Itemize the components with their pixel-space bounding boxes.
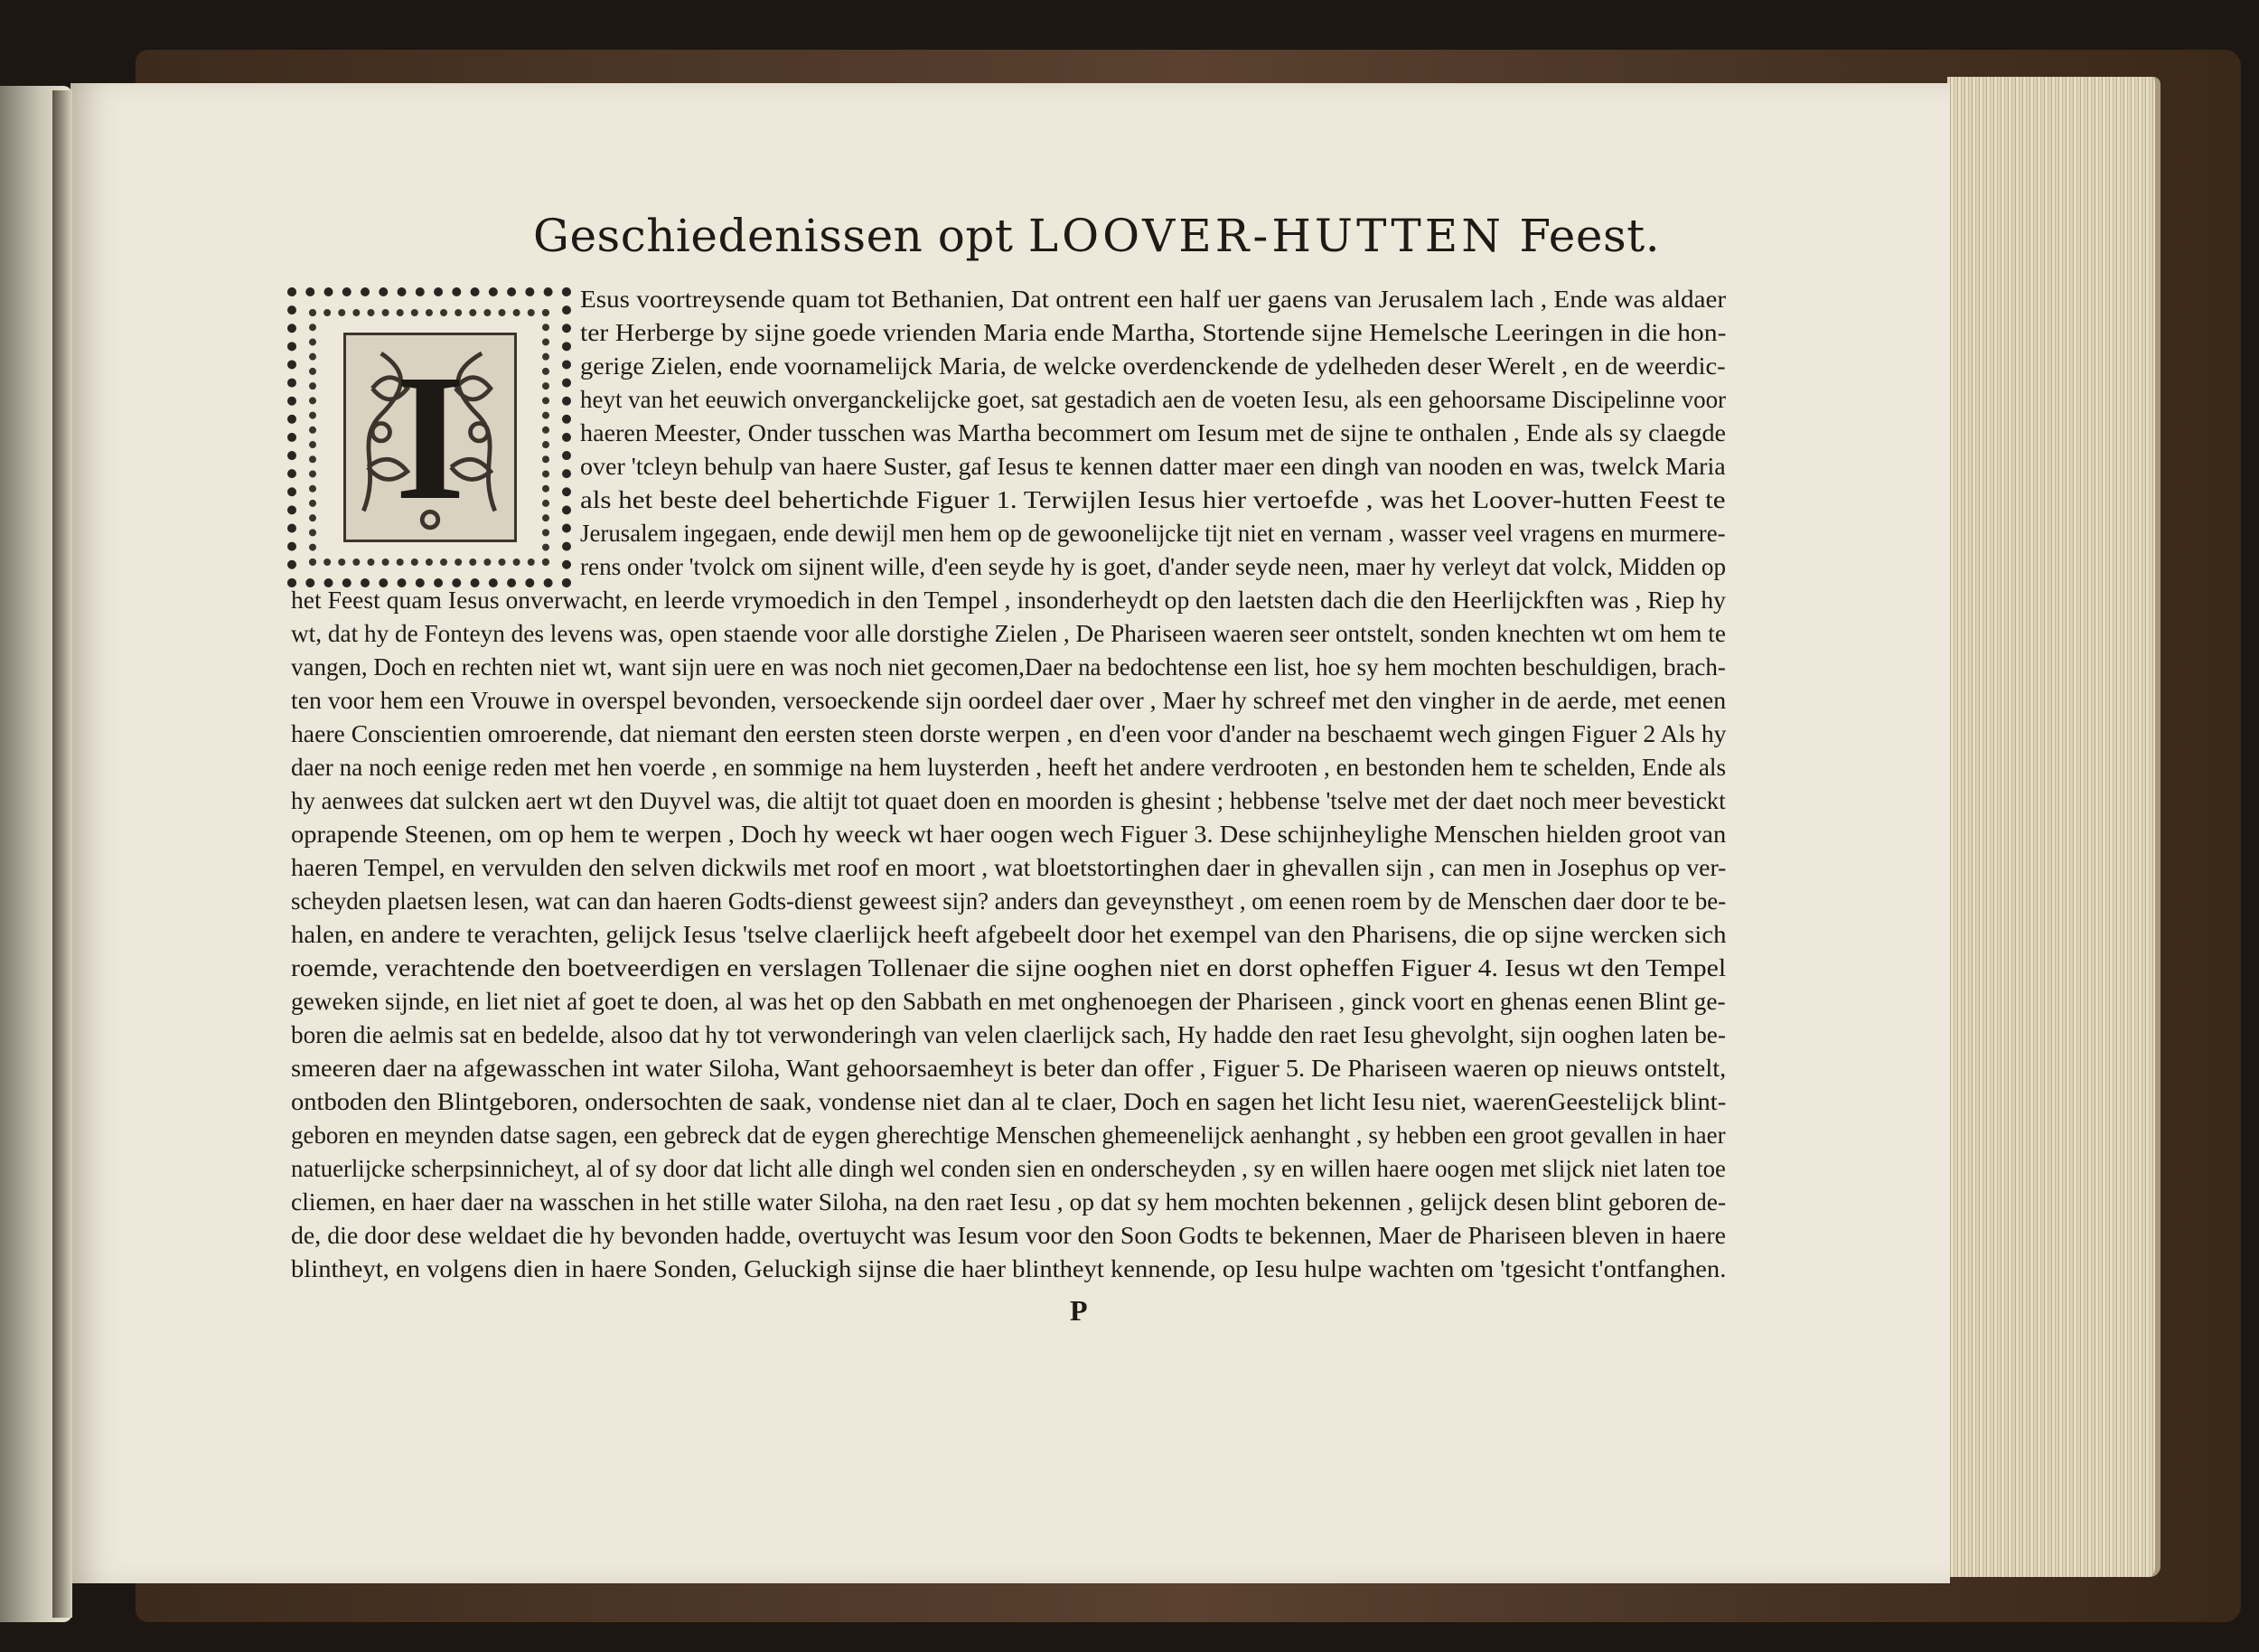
text-line-12: vangen, Doch en rechten niet wt, want sijn uere en was noch niet gecomen,Daer na bedochtense een list, hoe sy hem mochten beschuldigen, brach- — [291, 652, 1726, 681]
text-line-5: haeren Meester, Onder tusschen was Martha becommert om Iesum met de sijne te onthalen , Ende als sy claegde — [580, 418, 1727, 446]
text-line-13: ten voor hem een Vrouwe in overspel bevonden, versoeckende sijn oordeel daer over , Maer hy schreef met den vingher in de aerde, met eenen — [291, 686, 1727, 714]
text-line-24: smeeren daer na afgewasschen int water Siloha, Want gehoorsaemheyt is beter dan offer , Figuer 5. De Phariseen waeren op nieuws ontstelt, — [291, 1054, 1727, 1082]
text-line-21: roemde, verachtende den boetveerdigen en verslagen Tollenaer die sijne ooghen niet en dorst opheffen Figuer 4. Iesus wt den Tempel — [291, 953, 1727, 981]
page-heading — [533, 210, 1661, 262]
decorated-initial — [287, 287, 571, 587]
heading-part-1: Geschiedenissen opt — [533, 210, 1028, 262]
signature-mark: P — [1070, 1294, 1088, 1327]
heading-part-3: Feest. — [1504, 210, 1661, 262]
text-line-16: hy aenwees dat sulcken aert wt den Duyvel was, die altijt tot quaet doen en moorden is ghesint ; hebbense 'tselve met der daet noch meer bevestickt — [291, 786, 1726, 814]
text-line-18: haeren Tempel, en vervulden den selven dickwils met roof en moort , wat bloetstortinghen daer in ghevallen sijn , can men in Josephus op ver- — [291, 853, 1727, 881]
text-line-19: scheyden plaetsen lesen, wat can dan haeren Godts-dienst geweest sijn? anders dan geveynstheyt , om eenen roem by de Menschen daer door te be- — [291, 887, 1727, 915]
text-line-15: daer na noch eenige reden met hen voerde , en sommige na hem luysterden , heeft het andere verdrooten , en bestonden hem te schelden, Ende als — [291, 753, 1727, 781]
text-line-14: haere Conscientien omroerende, dat niemant den eersten steen dorste werpen , en d'een voor d'ander na beschaemt wech gingen Figuer 2 Als hy — [291, 719, 1727, 747]
text-line-22: geweken sijnde, en liet niet af goet te doen, al was het op den Sabbath en met onghenoegen der Phariseen , ginck voort en ghenas eenen Blint ge- — [291, 987, 1726, 1015]
text-line-9: rens onder 'tvolck om sijnent wille, d'een seyde hy is goet, d'ander seyde neen, maer hy verleyt dat volck, Midden op — [580, 552, 1727, 580]
text-line-27: natuerlijcke scherpsinnicheyt, al of sy door dat licht alle dingh wel conden sien en onderscheyden , sy en willen haere oogen met slijck niet laten toe — [291, 1154, 1726, 1182]
text-line-11: wt, dat hy de Fonteyn des levens was, open staende voor alle dorstighe Zielen , De Phariseen waeren seer ontstelt, sonden knechten wt om hem te — [291, 619, 1726, 647]
text-line-23: boren die aelmis sat en bedelde, alsoo dat hy tot verwonderingh van velen claerlijck sach, Hy hadde den raet Iesu ghevolght, sijn ooghen laten be- — [291, 1020, 1726, 1048]
initial-panel — [343, 333, 517, 542]
initial-letter: I — [395, 338, 465, 538]
text-line-30: blintheyt, en volgens dien in haere Sonden, Geluckigh sijnse die haer blintheyt kennende, op Iesu hulpe wachten om 'tgesicht t'ontfanghen. — [291, 1254, 1727, 1282]
text-line-4: heyt van het eeuwich onverganckelijcke goet, sat gestadich aen de voeten Iesu, als een gehoorsame Discipelinne voor — [580, 385, 1727, 413]
text-line-1: Esus voortreysende quam tot Bethanien, Dat ontrent een half uer gaens van Jerusalem lach , Ende was aldaer — [580, 285, 1727, 313]
text-line-3: gerige Zielen, ende voornamelijck Maria, de welcke overdenckende de ydelheden deser Werelt , en de weerdic- — [580, 352, 1726, 380]
text-line-29: de, die door dese weldaet die hy bevonden hadde, overtuycht was Iesum voor den Soon Godts te bekennen, Maer de Phariseen bleven in haere — [291, 1221, 1727, 1249]
text-line-25: ontboden den Blintgeboren, ondersochten de saak, vondense niet dan al te claer, Doch en sagen het licht Iesu niet, waerenGeestelijck blint- — [291, 1087, 1727, 1115]
text-line-6: over 'tcleyn behulp van haere Suster, gaf Iesus te kennen datter maer een dingh van nooden en was, twelck Maria — [580, 452, 1726, 480]
text-line-20: halen, en andere te verachten, gelijck Iesus 'tselve claerlijck heeft afgebeelt door het exempel van den Pharisens, die op sijne wercken sich — [291, 920, 1727, 948]
text-line-8: Jerusalem ingegaen, ende dewijl men hem op de gewoonelijcke tijt niet en vernam , wasser veel vragens en murmere- — [580, 519, 1726, 547]
page-stack-edge — [1947, 77, 2161, 1577]
text-line-26: geboren en meynden datse sagen, een gebreck dat de eygen gherechtige Menschen ghemeenelijck aenhanght , sy hebben een groot gevallen in haer — [291, 1121, 1726, 1149]
book-gutter — [52, 90, 72, 1618]
text-line-28: cliemen, en haer daer na wasschen in het stille water Siloha, na den raet Iesu , op dat sy hem mochten bekennen , gelijck desen blint geboren de- — [291, 1187, 1727, 1216]
text-line-7: als het beste deel behertichde Figuer 1. Terwijlen Iesus hier vertoefde , was het Loover-hutten Feest te — [580, 485, 1726, 513]
heading-part-2: LOOVER-HUTTEN — [1027, 210, 1504, 262]
text-line-10: het Feest quam Iesus onverwacht, en leerde vrymoedich in den Tempel , insonderheydt op den laetsten dach die den Heerlijckften was , Riep hy — [291, 586, 1726, 614]
text-line-2: ter Herberge by sijne goede vrienden Maria ende Martha, Stortende sijne Hemelsche Leeringen in die hon- — [580, 318, 1727, 346]
text-line-17: oprapende Steenen, om op hem te werpen , Doch hy weeck wt haer oogen wech Figuer 3. Dese schijnheylighe Menschen hielden groot van — [291, 820, 1727, 848]
